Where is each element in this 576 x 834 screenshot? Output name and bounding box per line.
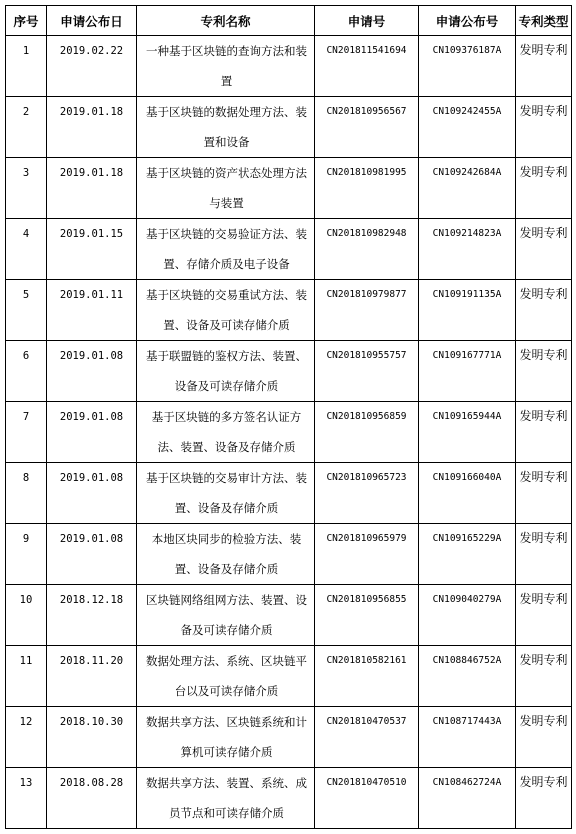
cell-date-text: 2019.01.15 [59,228,124,240]
cell-application-number-text: CN201810956859 [326,411,407,422]
cell-publication-number-text: CN108717443A [432,716,502,727]
cell-patent-type [516,768,572,829]
cell-application-number-text: CN201810956567 [326,106,407,117]
cell-publication-number [419,36,516,97]
cell-patent-name [137,36,315,97]
cell-date [47,280,137,341]
cell-patent-name [137,768,315,829]
cell-seq-text: 1 [22,45,30,57]
cell-date-text: 2019.01.08 [59,350,124,362]
cell-publication-number-text: CN109166040A [432,472,502,483]
cell-seq [6,524,47,585]
header-row [6,6,572,36]
cell-seq-text: 3 [22,167,30,179]
cell-application-number [315,646,419,707]
cell-application-number-text: CN201810955757 [326,350,407,361]
cell-date [47,341,137,402]
cell-date-text: 2018.12.18 [59,594,124,606]
cell-seq [6,36,47,97]
cell-application-number-text: CN201811541694 [326,45,407,56]
cell-seq-text: 13 [19,777,33,789]
cell-date [47,463,137,524]
cell-application-number [315,524,419,585]
cell-patent-type [516,219,572,280]
cell-patent-type [516,707,572,768]
cell-patent-type-text: 发明专利 [519,592,568,606]
cell-application-number-text: CN201810956855 [326,594,407,605]
cell-patent-type-text: 发明专利 [519,104,568,118]
cell-seq [6,707,47,768]
cell-publication-number-text: CN109165229A [432,533,502,544]
cell-seq-text: 6 [22,350,30,362]
cell-date-text: 2019.02.22 [59,45,124,57]
cell-seq [6,646,47,707]
cell-patent-name-text: 基于区块链的资产状态处理方法与装置 [146,166,307,210]
cell-date-text: 2019.01.18 [59,106,124,118]
cell-patent-name [137,402,315,463]
cell-patent-type [516,280,572,341]
cell-date [47,402,137,463]
cell-patent-name [137,646,315,707]
cell-date-text: 2019.01.08 [59,533,124,545]
table-row [6,707,572,768]
table-header [6,6,572,36]
cell-date-text: 2018.08.28 [59,777,124,789]
cell-patent-name [137,463,315,524]
cell-patent-name [137,158,315,219]
header-app-no: 申请号 [315,6,419,36]
cell-seq-text: 2 [22,106,30,118]
cell-publication-number-text: CN109165944A [432,411,502,422]
cell-seq-text: 12 [19,716,33,728]
cell-seq [6,158,47,219]
cell-seq [6,97,47,158]
cell-patent-type [516,585,572,646]
cell-application-number-text: CN201810965723 [326,472,407,483]
cell-patent-type-text: 发明专利 [519,409,568,423]
cell-application-number [315,463,419,524]
cell-date-text: 2019.01.11 [59,289,124,301]
cell-application-number [315,280,419,341]
cell-patent-type-text: 发明专利 [519,775,568,789]
cell-publication-number [419,341,516,402]
cell-application-number [315,402,419,463]
cell-publication-number-text: CN109167771A [432,350,502,361]
header-pub-no: 申请公布号 [419,6,516,36]
table-row [6,36,572,97]
cell-seq-text: 8 [22,472,30,484]
cell-publication-number [419,707,516,768]
cell-publication-number-text: CN109242455A [432,106,502,117]
table-row [6,158,572,219]
cell-seq-text: 7 [22,411,30,423]
cell-publication-number [419,219,516,280]
cell-patent-type-text: 发明专利 [519,165,568,179]
cell-publication-number [419,585,516,646]
cell-application-number [315,158,419,219]
cell-patent-type-text: 发明专利 [519,43,568,57]
cell-date [47,646,137,707]
cell-patent-type [516,97,572,158]
cell-patent-name-text: 一种基于区块链的查询方法和装置 [146,44,307,88]
cell-date-text: 2019.01.18 [59,167,124,179]
cell-application-number [315,707,419,768]
cell-date-text: 2019.01.08 [59,411,124,423]
cell-seq [6,768,47,829]
table-row [6,219,572,280]
header-seq: 序号 [6,6,47,36]
cell-application-number-text: CN201810965979 [326,533,407,544]
cell-patent-type [516,158,572,219]
cell-patent-type [516,646,572,707]
header-name: 专利名称 [137,6,315,36]
cell-seq-text: 11 [19,655,33,667]
cell-application-number [315,341,419,402]
cell-publication-number [419,280,516,341]
table-row [6,646,572,707]
cell-patent-type [516,341,572,402]
header-type: 专利类型 [516,6,572,36]
cell-seq [6,280,47,341]
cell-patent-type-text: 发明专利 [519,653,568,667]
cell-publication-number [419,97,516,158]
cell-date [47,97,137,158]
cell-application-number [315,768,419,829]
table-row [6,463,572,524]
cell-date [47,768,137,829]
cell-application-number [315,219,419,280]
cell-date [47,219,137,280]
cell-date [47,707,137,768]
cell-seq [6,463,47,524]
cell-patent-name [137,280,315,341]
cell-date [47,585,137,646]
cell-application-number-text: CN201810982948 [326,228,407,239]
cell-date-text: 2019.01.08 [59,472,124,484]
cell-patent-type-text: 发明专利 [519,348,568,362]
cell-seq-text: 10 [19,594,33,606]
cell-publication-number-text: CN109040279A [432,594,502,605]
patent-table [5,5,572,829]
table-row [6,402,572,463]
cell-patent-name-text: 本地区块同步的检验方法、装置、设备及存储介质 [151,532,302,576]
cell-patent-type [516,402,572,463]
cell-application-number-text: CN201810470537 [326,716,407,727]
cell-patent-name-text: 基于联盟链的鉴权方法、装置、设备及可读存储介质 [146,349,307,393]
cell-publication-number-text: CN109214823A [432,228,502,239]
cell-publication-number [419,158,516,219]
cell-patent-name [137,97,315,158]
table-body [6,36,572,829]
header-date: 申请公布日 [47,6,137,36]
table-row [6,280,572,341]
cell-seq [6,585,47,646]
cell-application-number-text: CN201810979877 [326,289,407,300]
cell-patent-type [516,463,572,524]
cell-patent-name [137,707,315,768]
cell-application-number-text: CN201810582161 [326,655,407,666]
cell-patent-type [516,524,572,585]
cell-seq-text: 4 [22,228,30,240]
cell-publication-number-text: CN108462724A [432,777,502,788]
cell-application-number [315,585,419,646]
cell-date [47,158,137,219]
cell-publication-number [419,646,516,707]
cell-patent-type-text: 发明专利 [519,714,568,728]
cell-seq [6,219,47,280]
cell-patent-type-text: 发明专利 [519,531,568,545]
cell-publication-number-text: CN109242684A [432,167,502,178]
cell-publication-number-text: CN109191135A [432,289,502,300]
cell-date-text: 2018.10.30 [59,716,124,728]
cell-seq [6,341,47,402]
cell-patent-type [516,36,572,97]
cell-application-number [315,97,419,158]
cell-seq [6,402,47,463]
table-row [6,97,572,158]
cell-publication-number [419,524,516,585]
cell-patent-name-text: 数据共享方法、区块链系统和计算机可读存储介质 [146,715,307,759]
cell-date [47,36,137,97]
cell-patent-name-text: 基于区块链的多方签名认证方法、装置、设备及存储介质 [151,410,302,454]
cell-seq-text: 9 [22,533,30,545]
cell-application-number-text: CN201810470510 [326,777,407,788]
cell-patent-name [137,585,315,646]
table-row [6,585,572,646]
cell-patent-name-text: 区块链网络组网方法、装置、设备及可读存储介质 [146,593,307,637]
table-row [6,524,572,585]
cell-date-text: 2018.11.20 [59,655,124,667]
cell-seq-text: 5 [22,289,30,301]
cell-publication-number-text: CN109376187A [432,45,502,56]
cell-patent-type-text: 发明专利 [519,226,568,240]
cell-patent-name-text: 基于区块链的交易审计方法、装置、设备及存储介质 [146,471,307,515]
table-row [6,768,572,829]
cell-patent-type-text: 发明专利 [519,287,568,301]
cell-patent-type-text: 发明专利 [519,470,568,484]
cell-patent-name [137,341,315,402]
cell-patent-name-text: 基于区块链的交易验证方法、装置、存储介质及电子设备 [146,227,307,271]
cell-publication-number [419,402,516,463]
cell-patent-name [137,219,315,280]
cell-application-number [315,36,419,97]
cell-date [47,524,137,585]
cell-patent-name [137,524,315,585]
cell-application-number-text: CN201810981995 [326,167,407,178]
cell-patent-name-text: 基于区块链的数据处理方法、装置和设备 [146,105,307,149]
cell-publication-number-text: CN108846752A [432,655,502,666]
cell-patent-name-text: 数据共享方法、装置、系统、成员节点和可读存储介质 [146,776,307,820]
cell-publication-number [419,768,516,829]
table-row [6,341,572,402]
cell-patent-name-text: 数据处理方法、系统、区块链平台以及可读存储介质 [146,654,307,698]
cell-publication-number [419,463,516,524]
cell-patent-name-text: 基于区块链的交易重试方法、装置、设备及可读存储介质 [146,288,307,332]
